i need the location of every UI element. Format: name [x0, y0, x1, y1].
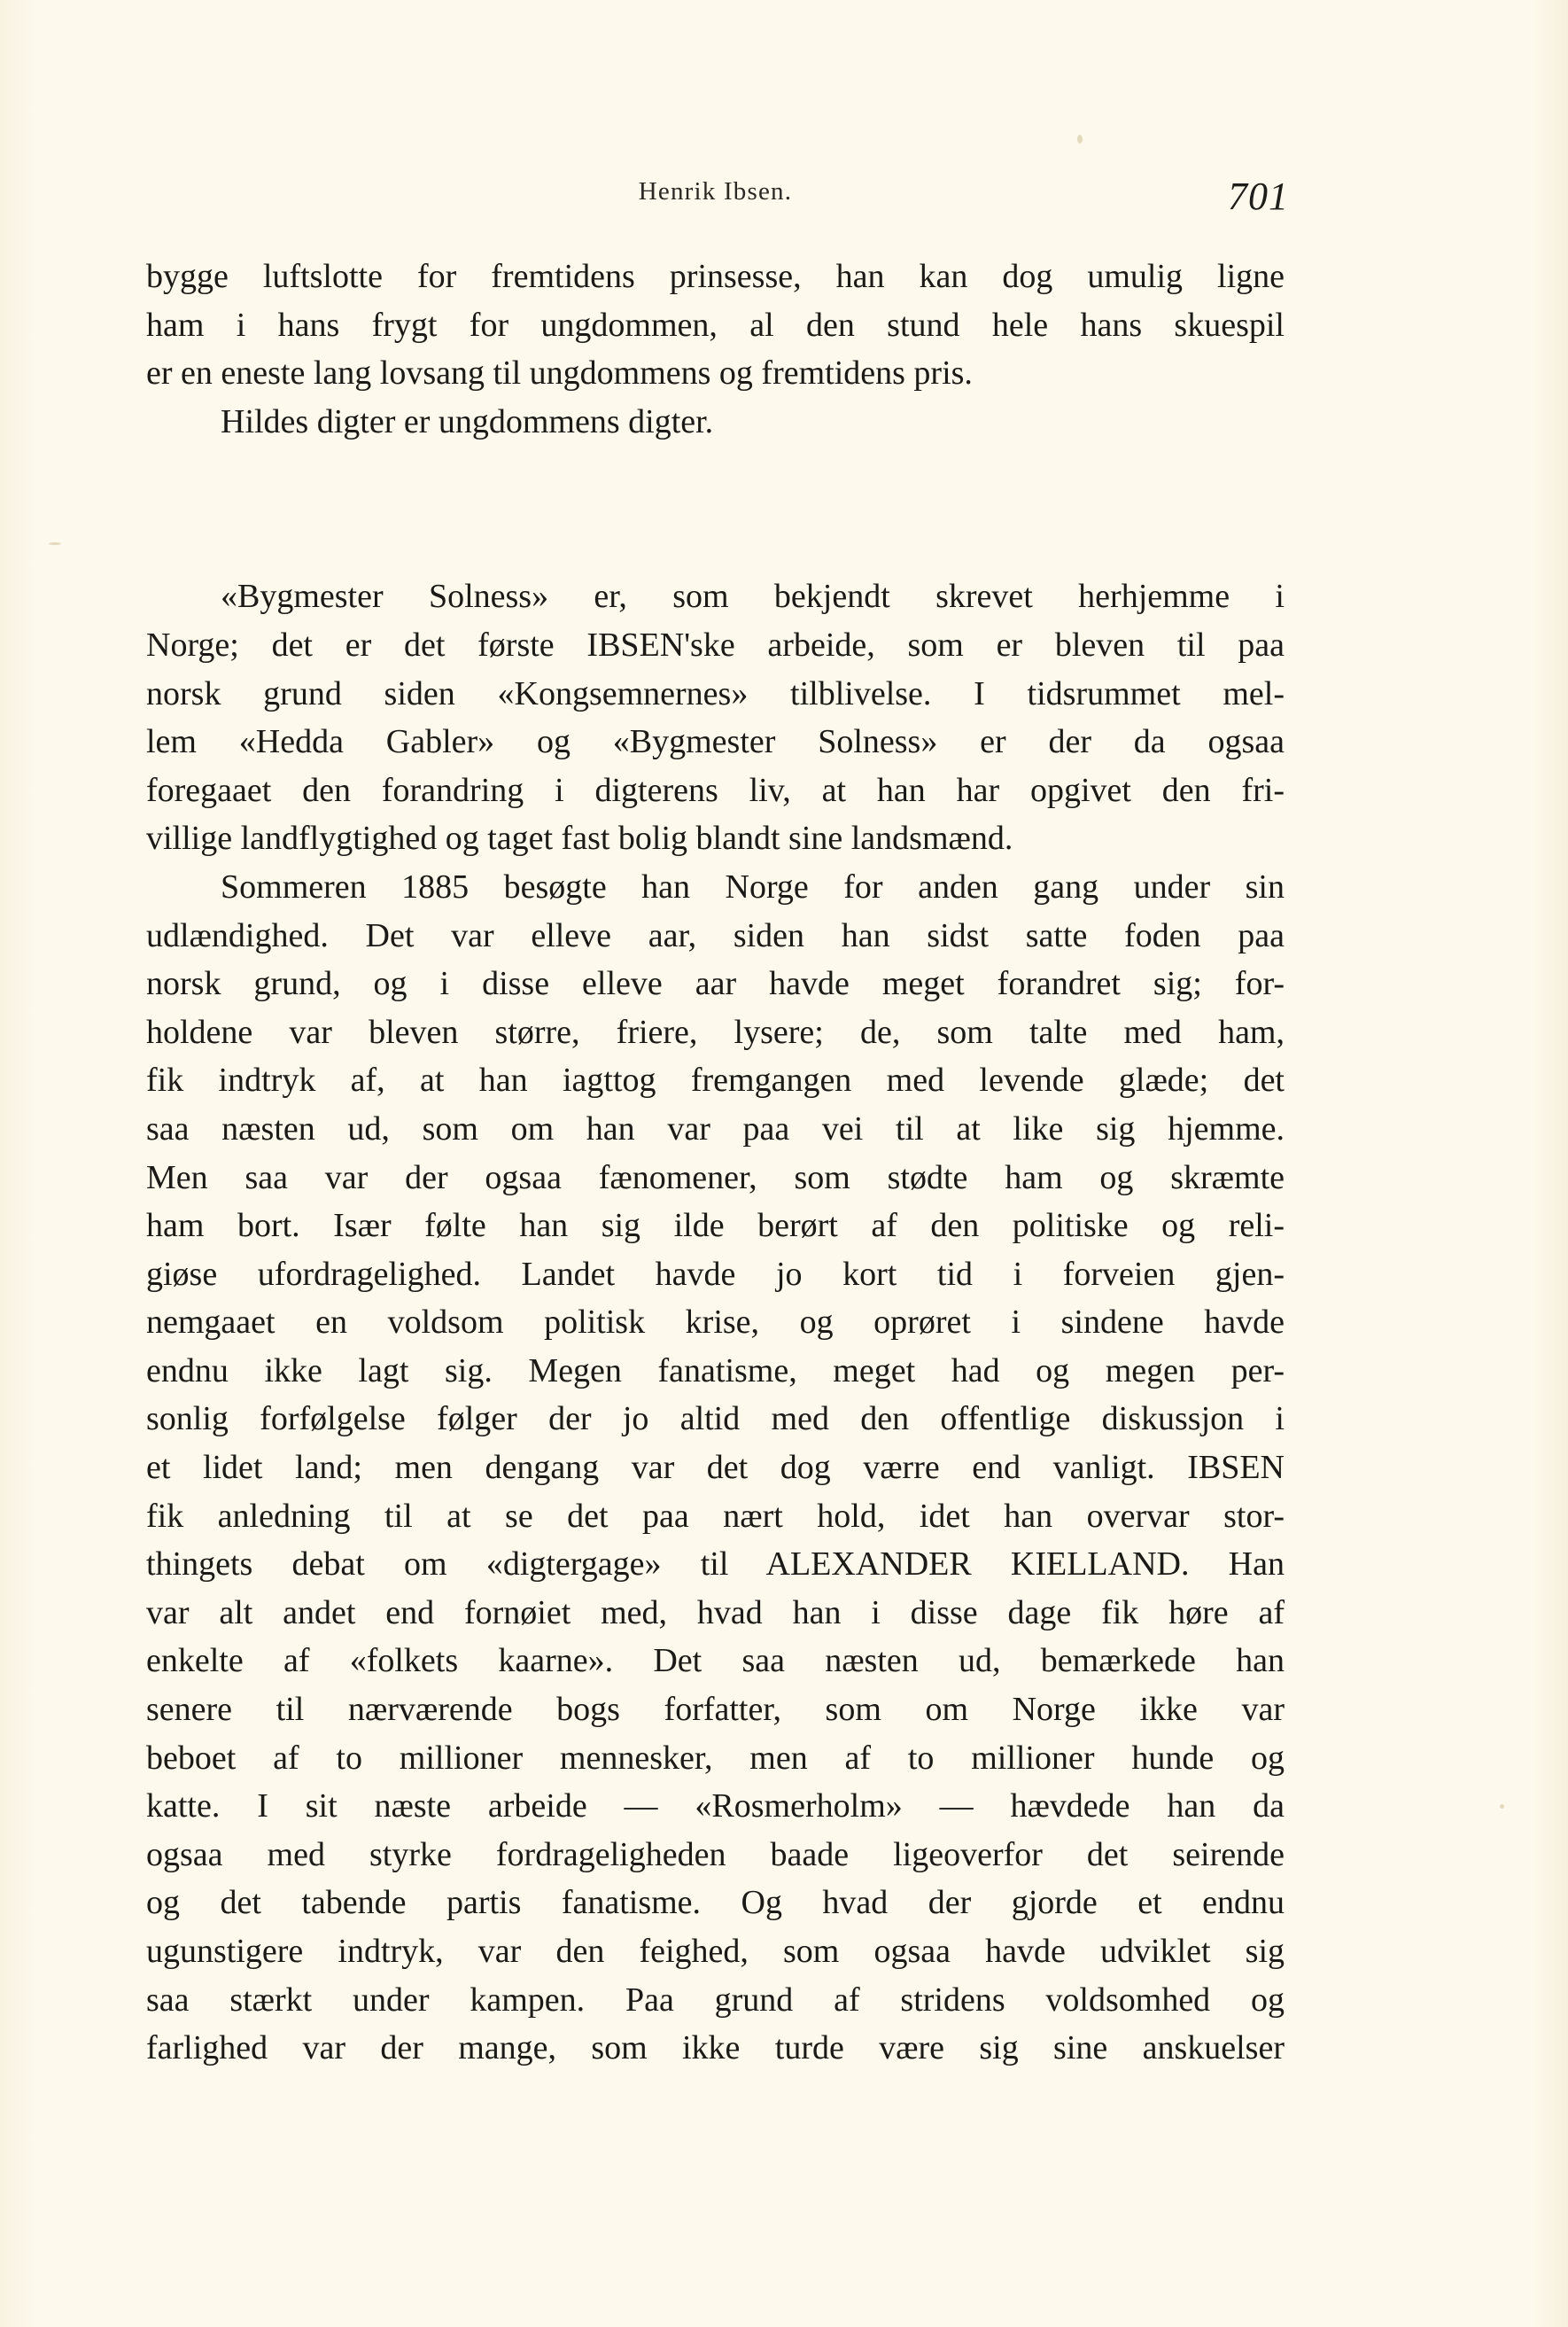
text-line: et lidet land; men dengang var det dog værre end vanligt. IBSEN	[146, 1449, 1285, 1487]
text-line: bygge luftslotte for fremtidens prinsesse, han kan dog umulig ligne	[146, 258, 1285, 295]
text-line: og det tabende partis fanatisme. Og hvad der gjorde et endnu	[146, 1884, 1285, 1922]
section-break	[146, 446, 1285, 572]
body-text	[146, 253, 1285, 2073]
text-line: senere til nærværende bogs forfatter, som om Norge ikke var	[146, 1691, 1285, 1729]
text-line: Sommeren 1885 besøgte han Norge for anden gang under sin	[221, 868, 1285, 906]
text-line: udlændighed. Det var elleve aar, siden han sidst satte foden paa	[146, 916, 1285, 954]
text-line: lem «Hedda Gabler» og «Bygmester Solness» er der da ogsaa	[146, 723, 1285, 761]
paper-speck	[1500, 1804, 1504, 1809]
text-line: «Bygmester Solness» er, som bekjendt skrevet herhjemme i	[221, 578, 1285, 616]
text-line: giøse ufordragelighed. Landet havde jo kort tid i forveien gjen-	[146, 1255, 1285, 1293]
text-line: ham bort. Især følte han sig ilde berørt af den politiske og reli-	[146, 1207, 1285, 1245]
text-line: farlighed var der mange, som ikke turde være sig sine anskuelser	[146, 2029, 1285, 2067]
running-head: Henrik Ibsen.	[638, 177, 793, 206]
paragraph	[146, 253, 1285, 398]
paragraph	[146, 863, 1285, 2073]
paragraph	[146, 572, 1285, 863]
page-number: 701	[1228, 175, 1289, 218]
text-line: saa næsten ud, som om han var paa vei til at like sig hjemme.	[146, 1109, 1285, 1148]
paper-speck	[1077, 135, 1083, 144]
text-line: er en eneste lang lovsang til ungdommens og fremtidens pris.	[146, 354, 973, 393]
text-line: var alt andet end fornøiet med, hvad han i disse dage fik høre af	[146, 1593, 1285, 1631]
text-line: norsk grund siden «Kongsemnernes» tilblivelse. I tidsrummet mel-	[146, 674, 1285, 712]
text-line: saa stærkt under kampen. Paa grund af stridens voldsomhed og	[146, 1981, 1285, 2019]
text-line: norsk grund, og i disse elleve aar havde meget forandret sig; for-	[146, 965, 1285, 1003]
paper-speck	[49, 542, 61, 545]
paragraph	[146, 398, 1285, 447]
text-line: fik anledning til at se det paa nært hold, idet han overvar stor-	[146, 1497, 1285, 1535]
text-line: enkelte af «folkets kaarne». Det saa næsten ud, bemærkede han	[146, 1642, 1285, 1680]
text-line: endnu ikke lagt sig. Megen fanatisme, meget had og megen per-	[146, 1351, 1285, 1389]
text-line: sonlig forfølgelse følger der jo altid med den offentlige diskussjon i	[146, 1400, 1285, 1438]
page-header	[146, 174, 1289, 218]
text-line: ham i hans frygt for ungdommen, al den stund hele hans skuespil	[146, 306, 1285, 344]
text-line: Men saa var der ogsaa fænomener, som stødte ham og skræmte	[146, 1158, 1285, 1196]
text-line: katte. I sit næste arbeide — «Rosmerholm» — hævdede han da	[146, 1787, 1285, 1825]
text-line: nemgaaet en voldsom politisk krise, og oprøret i sindene havde	[146, 1304, 1285, 1342]
text-line: foregaaet den forandring i digterens liv, at han har opgivet den fri-	[146, 771, 1285, 809]
text-line: ogsaa med styrke fordrageligheden baade ligeoverfor det seirende	[146, 1835, 1285, 1873]
text-line: Norge; det er det første IBSEN'ske arbeide, som er bleven til paa	[146, 626, 1285, 664]
text-line: holdene var bleven større, friere, lysere; de, som talte med ham,	[146, 1013, 1285, 1051]
text-line: beboet af to millioner mennesker, men af to millioner hunde og	[146, 1739, 1285, 1777]
text-line: ugunstigere indtryk, var den feighed, som ogsaa havde udviklet sig	[146, 1933, 1285, 1970]
text-line: villige landflygtighed og taget fast bolig blandt sine landsmænd.	[146, 820, 1013, 858]
text-line: fik indtryk af, at han iagttog fremgangen med levende glæde; det	[146, 1062, 1285, 1100]
text-line: thingets debat om «digtergage» til ALEXANDER KIELLAND. Han	[146, 1545, 1285, 1584]
text-line: Hildes digter er ungdommens digter.	[221, 402, 714, 440]
